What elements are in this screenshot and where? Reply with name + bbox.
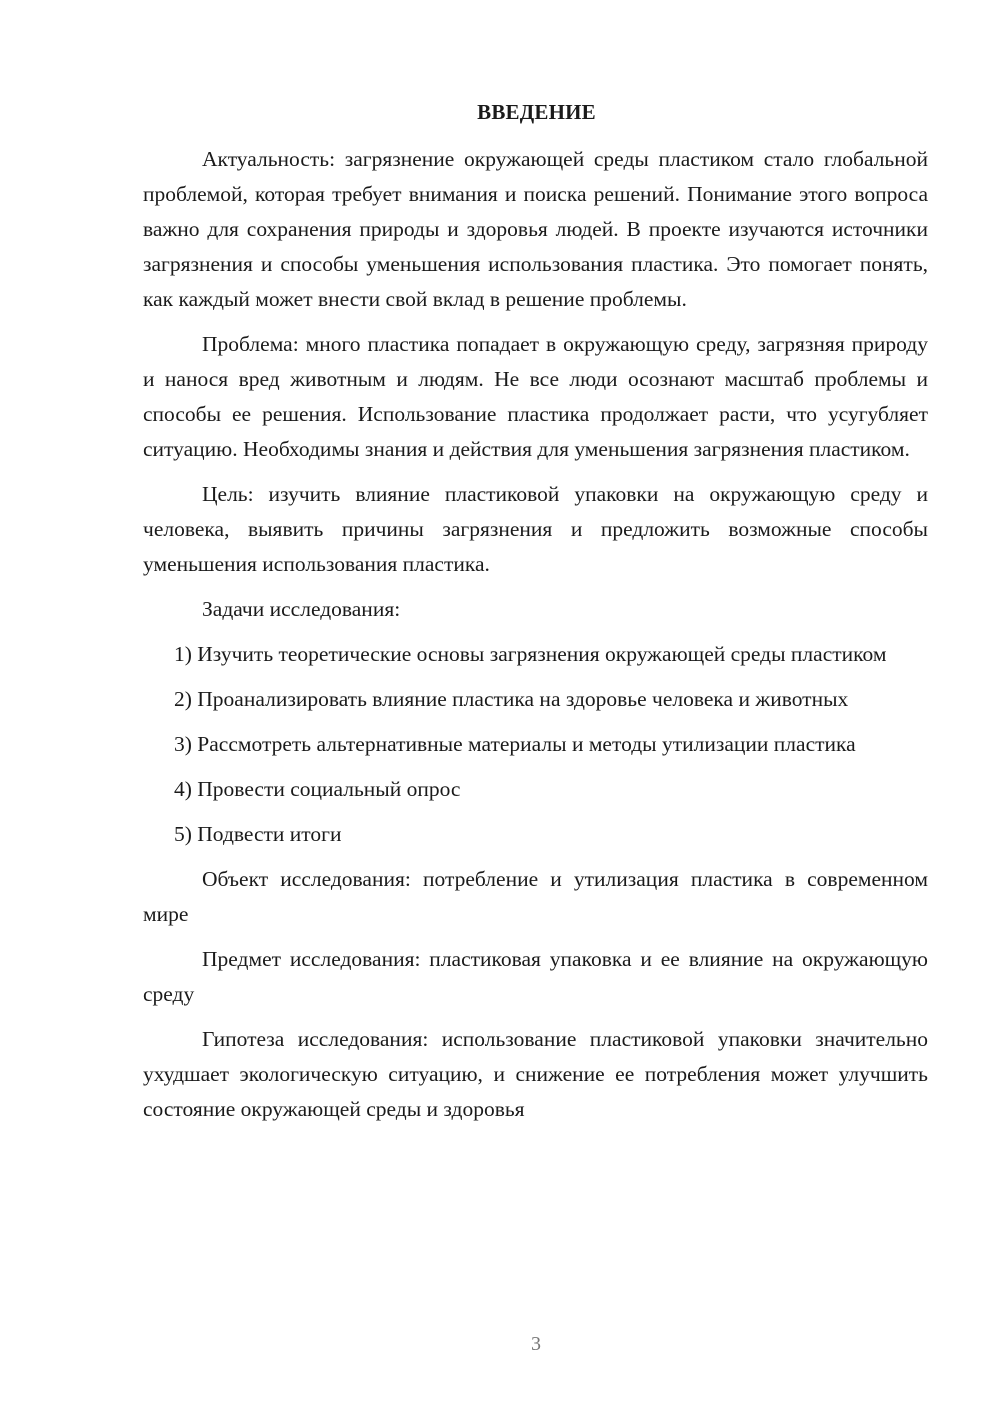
task-item-3: 3) Рассмотреть альтернативные материалы и методы утилизации пластика: [174, 732, 856, 756]
page-number: 3: [531, 1333, 541, 1355]
subject-paragraph: Предмет исследования: пластиковая упаковка и ее влияние на окружающую среду: [143, 947, 928, 1006]
tasks-title: Задачи исследования:: [202, 597, 401, 621]
goal-paragraph: Цель: изучить влияние пластиковой упаковки на окружающую среду и человека, выявить причины загрязнения и предложить возможные способы уменьшения использования пластика.: [143, 482, 928, 576]
task-item-4: 4) Провести социальный опрос: [174, 777, 461, 801]
task-item-5: 5) Подвести итоги: [174, 822, 342, 846]
hypothesis-paragraph: Гипотеза исследования: использование пластиковой упаковки значительно ухудшает экологическую ситуацию, и снижение ее потребления может улучшить состояние окружающей среды и здоровья: [143, 1027, 928, 1121]
document-body: [143, 96, 928, 1127]
problem-paragraph: Проблема: много пластика попадает в окружающую среду, загрязняя природу и нанося вред животным и людям. Не все люди осознают масштаб проблемы и способы ее решения. Использование пластика продолжает расти, что усугубляет ситуацию. Необходимы знания и действия для уменьшения загрязнения пластиком.: [143, 332, 928, 461]
tasks-list: [143, 637, 928, 852]
task-item-1: 1) Изучить теоретические основы загрязнения окружающей среды пластиком: [174, 642, 887, 666]
relevance-paragraph: Актуальность: загрязнение окружающей среды пластиком стало глобальной проблемой, которая требует внимания и поиска решений. Понимание этого вопроса важно для сохранения природы и здоровья людей. В проекте изучаются источники загрязнения и способы уменьшения использования пластика. Это помогает понять, как каждый может внести свой вклад в решение проблемы.: [143, 147, 928, 311]
section-heading: ВВЕДЕНИЕ: [477, 100, 596, 124]
task-item-2: 2) Проанализировать влияние пластика на здоровье человека и животных: [174, 687, 849, 711]
object-paragraph: Объект исследования: потребление и утилизация пластика в современном мире: [143, 867, 928, 926]
